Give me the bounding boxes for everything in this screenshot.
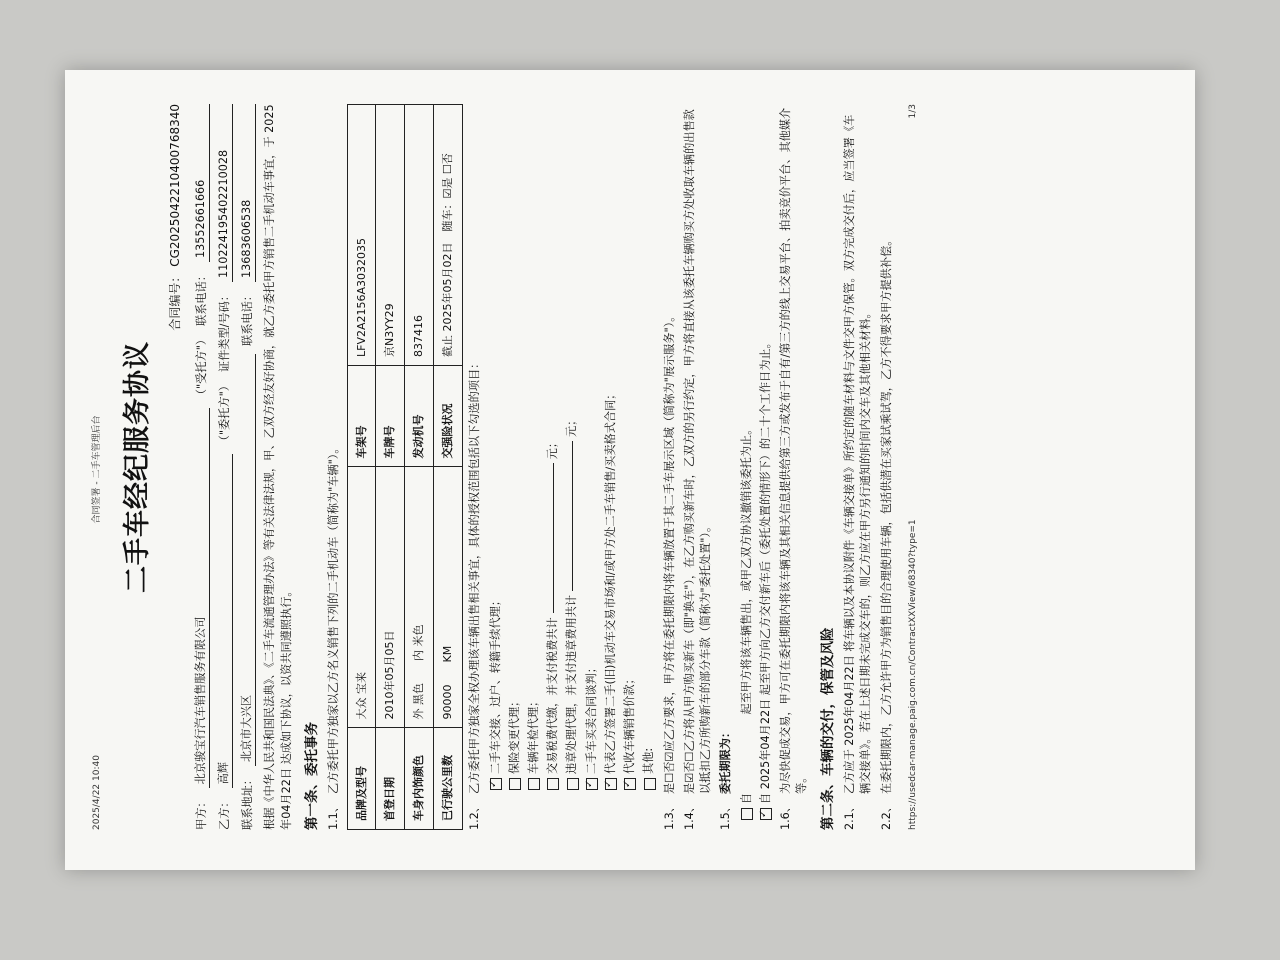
authorization-option — [488, 104, 504, 790]
document-title: 二手车经纪服务协议 — [122, 341, 154, 593]
print-system-title: 合同签署 - 二手车管理后台 — [92, 415, 102, 524]
authorization-option — [545, 104, 561, 790]
preamble: 根据《中华人民共和国民法典》、《二手车流通管理办法》等有关法律法规，甲、乙双方经友好协商，就乙方委托甲方销售二手机动车事宜，于 2025年04月22日 达成如下协议，以资共同遵照执行。 — [263, 104, 293, 830]
vin-value: LFV2A2156A3032035 — [347, 105, 376, 366]
option-checkbox[interactable] — [547, 778, 559, 790]
authorization-option — [584, 104, 600, 790]
contract-number — [167, 104, 184, 830]
option-checkbox[interactable] — [509, 778, 521, 790]
option-checkbox[interactable] — [567, 778, 579, 790]
authorization-option — [564, 104, 580, 790]
party-b-address-label: 联系地址： — [241, 774, 255, 830]
clause-2-2-text: 在委托期限内，乙方允许甲方为销售目的合理使用车辆，包括供潜在买家试乘试驾，乙方不得要求甲方提供补偿。 — [879, 234, 893, 794]
brand-label: 品牌及型号 — [347, 728, 376, 830]
option-label: 交易税费代缴，并支付税费共计 — [546, 617, 560, 774]
contract-number-value: CG20250422104007683​40 — [168, 104, 183, 267]
clause-1-6: 1.6、 为尽快促成交易，甲方可在委托期限内将该车辆及其相关信息提供给第三方或发布于自有/第三方的线上交易平台、拍卖竞价平台、其他媒介等。 — [778, 104, 810, 830]
clause-1-4: 1.4、 是☑否☐乙方将从甲方购买新车（即"换车"），在乙方购买新车时，乙双方的另行约定，甲方将直接从该委托车辆购买方处收取车辆的出售款以抵扣乙方所购新车的部分车款（简称为"委托处置"）。 — [682, 104, 714, 830]
table-row — [376, 105, 405, 830]
clause-1-4-text: 是☑否☐乙方将从甲方购买新车（即"换车"），在乙方购买新车时，乙双方的另行约定，甲方将直接从该委托车辆购买方处收取车辆的出售款以抵扣乙方所购新车的部分车款（简称为"委托处置"）。 — [682, 109, 713, 794]
option-label: 其他: — [642, 747, 656, 774]
insurance-value: 截止 2025年05月02日 随车：☑是 ☐否 — [434, 105, 463, 366]
print-header — [91, 104, 104, 830]
amount-blank — [553, 463, 554, 613]
vehicle-table — [347, 104, 464, 830]
authorization-option — [603, 104, 619, 790]
reg-date-label: 首登日期 — [376, 728, 405, 830]
option-checkbox[interactable] — [624, 778, 636, 790]
option-checkbox[interactable] — [528, 778, 540, 790]
option-label: 代表乙方签署二手(旧)机动车交易市场和/或甲方处二手车销售/买卖格式合同； — [603, 388, 617, 774]
option-label: 代收车辆销售价款； — [623, 673, 637, 774]
clause-1-5: 1.5、 委托期限为： — [718, 104, 734, 830]
clause-2-2: 2.2、 在委托期限内，乙方允许甲方为销售目的合理使用车辆，包括供潜在买家试乘试驾，乙方不得要求甲方提供补偿。 — [879, 104, 895, 830]
clause-1-3-text: 是☐否☑应乙方要求，甲方将在委托期限内将车辆放置于其二手车展示区域（简称为"展示服务"）。 — [662, 310, 676, 794]
party-a-row — [193, 104, 210, 830]
clause-2-1: 2.1、 乙方应于 2025年04月22日 将车辆以及本协议附件《车辆交接单》所约定的随车材料与文件交甲方保管。双方完成交付后，应当签署《车辆交接单》。若在上述日期未完成交车的，则乙方应在甲方另行通知的时间内交车及其他相关材料。 — [842, 104, 874, 830]
section-2-title: 第二条、车辆的交付，保管及风险 — [819, 627, 836, 830]
option-checkbox[interactable] — [586, 778, 598, 790]
party-a-name: 北京骏宝行汽车销售服务有限公司 — [193, 408, 210, 788]
authorization-option — [526, 104, 542, 790]
contract-number-label: 合同编号： — [168, 270, 183, 331]
table-row — [405, 105, 434, 830]
clause-1-2: 1.2、 乙方委托甲方独家全权办理该车辆出售相关事宜，具体的授权范围包括以下勾选的项目： — [467, 104, 483, 830]
party-b-label: 乙方： — [217, 796, 231, 830]
party-b-phone: 13683606538 — [239, 104, 256, 282]
table-row — [347, 105, 376, 830]
authorization-option — [507, 104, 523, 790]
page-number: 1/3 — [907, 104, 918, 119]
clause-2-1-text: 乙方应于 2025年04月22日 将车辆以及本协议附件《车辆交接单》所约定的随车材料与文件交甲方保管。双方完成交付后，应当签署《车辆交接单》。若在上述日期未完成交车的，则乙方应在甲方另行通知的时间内交车及其他相关材料。 — [843, 114, 873, 794]
amount-blank — [572, 441, 573, 591]
plate-label: 车牌号 — [376, 366, 405, 468]
option-checkbox[interactable] — [644, 778, 656, 790]
contract-page — [65, 70, 1195, 870]
authorization-options — [488, 104, 658, 830]
clause-1-1: 1.1、 乙方委托甲方独家以乙方名义销售下列的二手机动车（简称为"车辆"）。 — [326, 104, 342, 830]
clause-1-3: 1.3、 是☐否☑应乙方要求，甲方将在委托期限内将车辆放置于其二手车展示区域（简称为"展示服务"）。 — [662, 104, 678, 830]
party-b-id: 110224195402210028 — [216, 104, 233, 282]
mileage-value: 90000 KM — [434, 467, 463, 728]
print-datetime: 2025/4/22 10:40 — [92, 755, 102, 830]
insurance-label: 交强险状况 — [434, 366, 463, 468]
authorization-option — [622, 104, 638, 790]
authorization-option — [641, 104, 657, 790]
clause-1-5-title: 委托期限为： — [719, 726, 733, 794]
term-option-1 — [739, 104, 755, 820]
brand-value: 大众 宝来 — [347, 467, 376, 728]
term-option-1-checkbox[interactable] — [741, 808, 753, 820]
party-b-id-label: 证件类型/号码： — [217, 290, 231, 373]
option-suffix: 元； — [546, 436, 560, 460]
color-value: 外 黑色 内 米色 — [405, 467, 434, 728]
party-a-phone: 13552661666 — [193, 104, 210, 262]
option-label: 二手车买卖合同谈判； — [584, 662, 598, 774]
page-url: https://usedcar-manage.paig.com.cn/ContractXXView/68340?type=1 — [907, 519, 918, 830]
term-option-2-text: 自 2025年04月22日 起至甲方向乙方交付新车后（委托处置的情形下）的二十个工作日为止。 — [758, 337, 772, 804]
party-b-row — [216, 104, 233, 830]
party-b-phone-label: 联系电话： — [241, 290, 255, 346]
table-row — [434, 105, 463, 830]
party-b-role: （"委托方"） — [217, 380, 231, 447]
party-b-name: 高辉 — [216, 454, 233, 788]
clause-1-2-text: 乙方委托甲方独家全权办理该车辆出售相关事宜，具体的授权范围包括以下勾选的项目： — [468, 357, 482, 794]
option-label: 二手车交接、过户、转籍手续代理； — [488, 594, 502, 774]
option-checkbox[interactable] — [490, 778, 502, 790]
engine-label: 发动机号 — [405, 366, 434, 468]
option-checkbox[interactable] — [605, 778, 617, 790]
option-label: 保险变更代理； — [507, 695, 521, 774]
mileage-label: 已行驶公里数 — [434, 728, 463, 830]
section-1-title: 第一条、委托事务 — [303, 722, 320, 830]
clause-1-6-text: 为尽快促成交易，甲方可在委托期限内将该车辆及其相关信息提供给第三方或发布于自有/第三方的线上交易平台、拍卖竞价平台、其他媒介等。 — [779, 107, 809, 794]
party-b-address-row — [239, 104, 256, 830]
color-label: 车身内饰颜色 — [405, 728, 434, 830]
term-option-1-text: 自 起至甲方将该车辆售出，或甲乙双方协议撤销该委托为止。 — [739, 423, 753, 804]
vin-label: 车架号 — [347, 366, 376, 468]
term-option-2 — [758, 104, 774, 820]
term-option-2-checkbox[interactable] — [760, 808, 772, 820]
option-label: 车辆年检代理； — [527, 695, 540, 774]
print-footer — [907, 104, 920, 830]
document-paper — [65, 70, 1195, 870]
reg-date-value: 2010年05月05日 — [376, 467, 405, 728]
engine-value: 837416 — [405, 105, 434, 366]
option-label: 违章处理代理，并支付违章费用共计 — [565, 594, 579, 774]
option-suffix: 元； — [565, 414, 579, 437]
plate-value: 京N3YY29 — [376, 105, 405, 366]
clause-1-1-text: 乙方委托甲方独家以乙方名义销售下列的二手机动车（简称为"车辆"）。 — [327, 442, 341, 794]
party-a-label: 甲方： — [194, 796, 208, 830]
party-a-role: （"受托方"） — [194, 333, 208, 401]
party-a-phone-label: 联系电话： — [194, 270, 208, 326]
party-b-address: 北京市大兴区 — [239, 354, 256, 766]
